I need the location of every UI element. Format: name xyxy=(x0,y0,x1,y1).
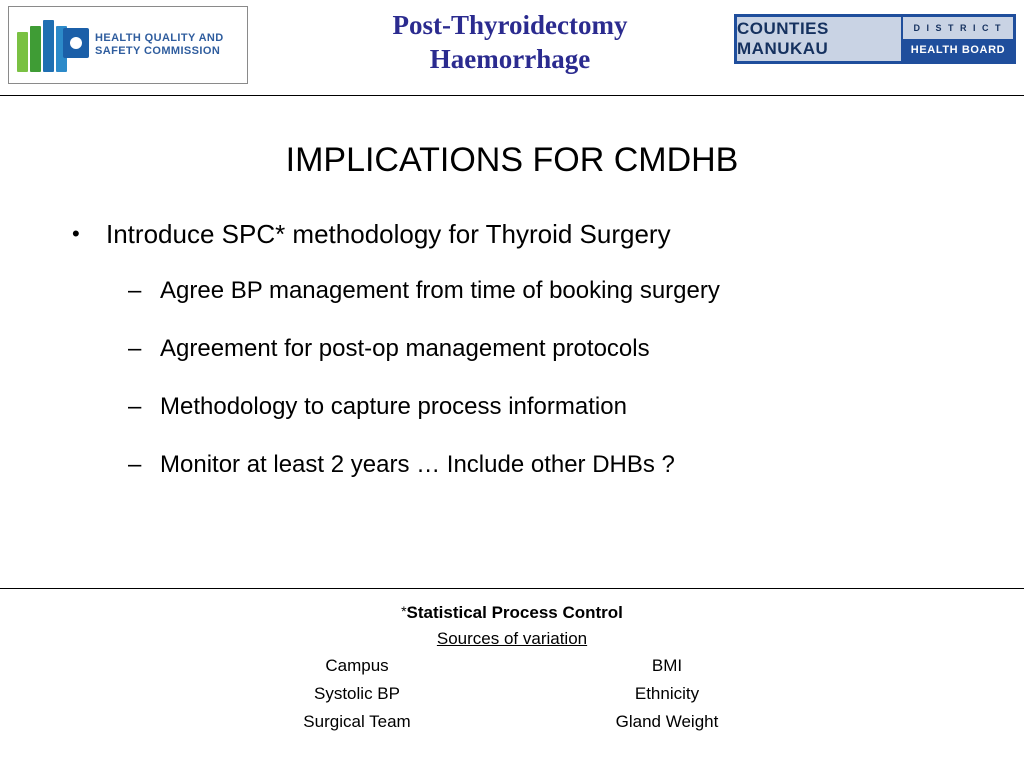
footnote-label: Statistical Process Control xyxy=(406,603,623,622)
hqsc-logo-line1: HEALTH QUALITY AND xyxy=(95,32,224,44)
slide-content xyxy=(0,218,1024,480)
list-item xyxy=(128,276,964,306)
cmdhb-logo-main-text: COUNTIES MANUKAU xyxy=(737,19,829,58)
list-item xyxy=(72,218,964,250)
hqsc-logo-mark-icon xyxy=(15,14,89,76)
dash-marker-icon: – xyxy=(128,277,142,304)
variation-item: Systolic BP xyxy=(314,684,400,703)
list-item-label: Methodology to capture process information xyxy=(160,393,627,420)
list-item-label: Introduce SPC* methodology for Thyroid Surgery xyxy=(106,219,671,249)
footnote-star: * xyxy=(401,603,407,619)
sources-of-variation-label: Sources of variation xyxy=(436,629,588,648)
list-item-label: Agree BP management from time of booking surgery xyxy=(160,277,720,304)
variation-item: Campus xyxy=(325,656,389,675)
cmdhb-logo-side xyxy=(903,17,1013,61)
hqsc-logo-line2: SAFETY COMMISSION xyxy=(95,45,221,57)
dash-marker-icon: – xyxy=(128,451,142,478)
footnote xyxy=(0,599,1024,625)
list-item xyxy=(128,450,964,480)
variation-item: Surgical Team xyxy=(303,712,411,731)
slide-header xyxy=(0,0,1024,96)
list-item-label: Monitor at least 2 years … Include other DHBs ? xyxy=(160,451,675,478)
bullet-marker-icon: • xyxy=(72,221,80,246)
presentation-title xyxy=(300,8,720,76)
hqsc-logo xyxy=(8,6,248,84)
presentation-title-line2: Haemorrhage xyxy=(429,44,591,74)
list-item xyxy=(128,392,964,422)
cmdhb-logo-main xyxy=(737,17,903,61)
list-item xyxy=(128,334,964,364)
dash-marker-icon: – xyxy=(128,393,142,420)
variation-item: Gland Weight xyxy=(615,712,719,731)
hqsc-logo-text xyxy=(95,32,224,58)
variation-list xyxy=(202,655,822,733)
cmdhb-logo-healthboard: HEALTH BOARD xyxy=(903,39,1013,61)
slide-footer xyxy=(0,588,1024,768)
variation-item: Ethnicity xyxy=(634,684,700,703)
presentation-title-line1: Post-Thyroidectomy xyxy=(392,10,628,40)
variation-item: BMI xyxy=(651,656,683,675)
list-item-label: Agreement for post-op management protocols xyxy=(160,335,650,362)
dash-marker-icon: – xyxy=(128,335,142,362)
counties-manukau-dhb-logo xyxy=(734,14,1016,64)
cmdhb-logo-district: D I S T R I C T xyxy=(903,17,1013,39)
page-title: IMPLICATIONS FOR CMDHB xyxy=(285,141,739,179)
